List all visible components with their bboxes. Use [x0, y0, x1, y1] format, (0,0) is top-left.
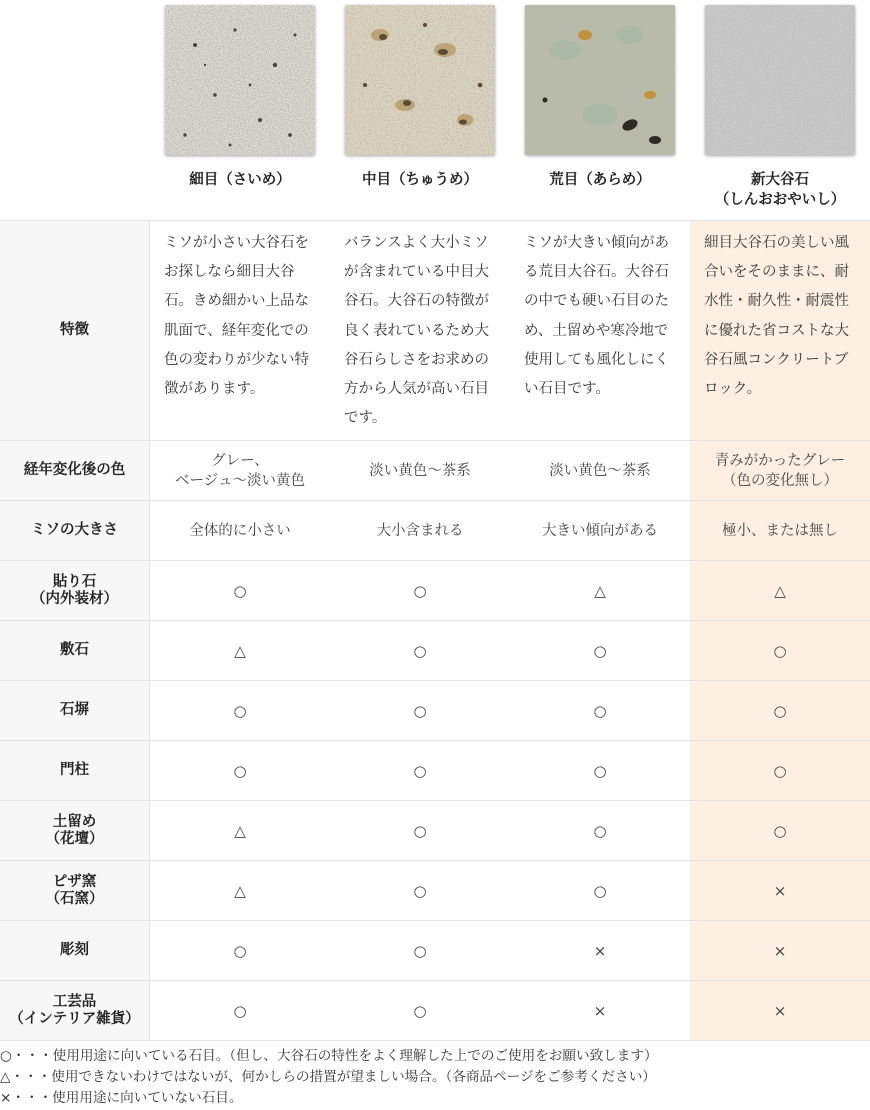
suitability-mark: ○: [413, 701, 427, 720]
coarse-grain-stone-image: [525, 5, 675, 155]
table-cell: ミソが小さい大谷石をお探しなら細目大谷石。きめ細かい上品な肌面で、経年変化での色の変わりが少ない特徴があります。: [164, 235, 309, 398]
table-bottom-border: [0, 1040, 870, 1041]
medium-grain-stone-texture: [345, 5, 495, 155]
table-row: [0, 500, 870, 560]
column-header-new-oya: 新大谷石 （しんおおやいし）: [714, 172, 846, 208]
legend-circle: ○・・・使用用途に向いている石目。（但し、大谷石の特性をよく理解した上でのご使用をお願い致します）: [0, 1048, 658, 1064]
suitability-mark: ×: [690, 861, 870, 920]
suitability-mark: ○: [690, 801, 870, 860]
header-row: [0, 0, 870, 220]
suitability-mark: ○: [690, 681, 870, 740]
new-oya-stone-texture: [705, 5, 855, 155]
row-label: 工芸品 （インテリア雑貨）: [0, 981, 150, 1040]
table-row: [0, 220, 870, 440]
table-cell: 大小含まれる: [376, 522, 464, 539]
suitability-mark: △: [690, 561, 870, 620]
table-cell: 細目大谷石の美しい風合いをそのままに、耐水性・耐久性・耐震性に優れた省コストな大谷石風コンクリートブロック。: [690, 221, 870, 440]
table-row: [0, 740, 870, 800]
medium-grain-stone-image: [345, 5, 495, 155]
suitability-mark: ○: [233, 1001, 247, 1020]
fine-grain-stone-image: [165, 5, 315, 155]
suitability-mark: ×: [593, 941, 607, 960]
suitability-mark: ○: [413, 581, 427, 600]
table-cell: 大きい傾向がある: [542, 522, 658, 539]
table-row: [0, 560, 870, 620]
legend-triangle: △・・・使用できないわけではないが、何かしらの措置が望ましい場合。（各商品ページをご参考ください）: [0, 1069, 656, 1085]
table-row: [0, 680, 870, 740]
table-row: [0, 620, 870, 680]
table-cell: グレー、 ベージュ〜淡い黄色: [175, 452, 305, 489]
fine-grain-stone-texture: [165, 5, 315, 155]
row-label: 敷石: [0, 621, 150, 680]
row-label: 石塀: [0, 681, 150, 740]
column-header-coarse: 荒目（あらめ）: [549, 172, 651, 188]
row-label: 土留め （花壇）: [0, 801, 150, 860]
suitability-mark: ○: [413, 761, 427, 780]
row-label: 貼り石 （内外装材）: [0, 561, 150, 620]
suitability-mark: ○: [413, 641, 427, 660]
suitability-mark: ×: [690, 981, 870, 1040]
column-header-fine: 細目（さいめ）: [189, 172, 291, 188]
suitability-mark: ○: [593, 761, 607, 780]
suitability-mark: ○: [593, 821, 607, 840]
suitability-mark: △: [234, 821, 246, 840]
row-label: 彫刻: [0, 921, 150, 980]
table-row: [0, 920, 870, 980]
suitability-mark: △: [234, 881, 246, 900]
table-cell: 全体的に小さい: [189, 522, 291, 539]
legend-cross: ×・・・使用用途に向いていない石目。: [0, 1090, 243, 1106]
suitability-mark: ○: [593, 641, 607, 660]
row-label: 経年変化後の色: [0, 441, 150, 500]
suitability-mark: ○: [413, 941, 427, 960]
suitability-mark: △: [594, 581, 606, 600]
suitability-mark: △: [234, 641, 246, 660]
row-label: ピザ窯 （石窯）: [0, 861, 150, 920]
legend: [0, 1046, 870, 1109]
table-cell: 淡い黄色〜茶系: [369, 462, 471, 479]
row-label: 門柱: [0, 741, 150, 800]
table-row: [0, 440, 870, 500]
suitability-mark: ○: [413, 881, 427, 900]
coarse-grain-stone-texture: [525, 5, 675, 155]
suitability-mark: ○: [593, 881, 607, 900]
table-row: [0, 860, 870, 920]
suitability-mark: ○: [413, 821, 427, 840]
suitability-mark: ○: [233, 761, 247, 780]
suitability-mark: ○: [593, 701, 607, 720]
table-cell: ミソが大きい傾向がある荒目大谷石。大谷石の中でも硬い石目のため、土留めや寒冷地で使用しても風化しにくい石目です。: [524, 235, 669, 398]
table-cell: 極小、または無し: [690, 501, 870, 560]
column-header-medium: 中目（ちゅうめ）: [362, 172, 478, 188]
suitability-mark: ×: [593, 1001, 607, 1020]
row-label: ミソの大きさ: [0, 501, 150, 560]
table-cell: 淡い黄色〜茶系: [549, 462, 651, 479]
table-cell: 青みがかったグレー （色の変化無し）: [690, 441, 870, 500]
suitability-mark: ○: [413, 1001, 427, 1020]
new-oya-stone-image: [705, 5, 855, 155]
suitability-mark: ○: [233, 701, 247, 720]
table-row: [0, 980, 870, 1040]
suitability-mark: ×: [690, 921, 870, 980]
suitability-mark: ○: [233, 581, 247, 600]
row-label: 特徴: [0, 221, 150, 440]
suitability-mark: ○: [690, 621, 870, 680]
table-cell: バランスよく大小ミソが含まれている中目大谷石。大谷石の特徴が良く表れているため大谷石らしさをお求めの方から人気が高い石目です。: [344, 235, 489, 427]
table-row: [0, 800, 870, 860]
suitability-mark: ○: [690, 741, 870, 800]
suitability-mark: ○: [233, 941, 247, 960]
